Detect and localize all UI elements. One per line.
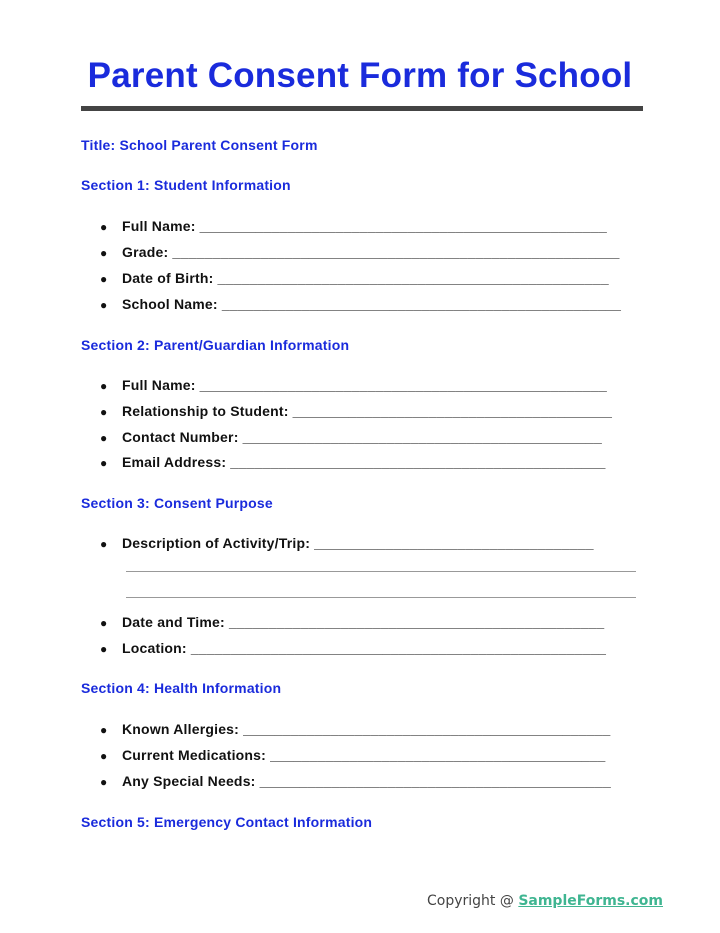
- description-line[interactable]: [126, 597, 636, 598]
- title-divider: [81, 106, 643, 111]
- list-item: [100, 747, 606, 763]
- bullet-icon: ●: [100, 642, 108, 656]
- list-item: [100, 535, 594, 551]
- field-contact-number[interactable]: Contact Number: _____________________________________________: [122, 429, 603, 445]
- list-item: [100, 640, 606, 656]
- bullet-icon: ●: [100, 537, 108, 551]
- field-location[interactable]: Location: ____________________________________________________: [122, 640, 607, 656]
- field-grade[interactable]: Grade: ________________________________________________________: [122, 244, 620, 260]
- page-title: Parent Consent Form for School: [87, 56, 633, 95]
- sampleforms-link[interactable]: SampleForms.com: [518, 893, 664, 909]
- list-item: [100, 403, 612, 419]
- form-title: Title: School Parent Consent Form: [81, 137, 318, 153]
- bullet-icon: ●: [100, 272, 108, 286]
- bullet-icon: ●: [100, 379, 108, 393]
- bullet-icon: ●: [100, 723, 108, 737]
- bullet-icon: ●: [100, 431, 108, 445]
- field-relationship[interactable]: Relationship to Student: ________________________________________: [122, 403, 613, 419]
- bullet-icon: ●: [100, 405, 108, 419]
- bullet-icon: ●: [100, 298, 108, 312]
- list-item: [100, 721, 610, 737]
- section-1-heading: Section 1: Student Information: [81, 177, 291, 193]
- list-item: [100, 296, 621, 312]
- field-activity-description[interactable]: Description of Activity/Trip: ___________________________________: [122, 535, 594, 551]
- field-current-medications[interactable]: Current Medications: __________________________________________: [122, 747, 606, 763]
- section-2-heading: Section 2: Parent/Guardian Information: [81, 337, 350, 353]
- field-date-of-birth[interactable]: Date of Birth: _________________________________________________: [122, 270, 609, 286]
- bullet-icon: ●: [100, 456, 108, 470]
- list-item: [100, 270, 609, 286]
- field-date-and-time[interactable]: Date and Time: _______________________________________________: [122, 614, 605, 630]
- copyright-prefix: Copyright @: [427, 893, 519, 909]
- list-item: [100, 454, 606, 470]
- list-item: [100, 773, 611, 789]
- field-school-name[interactable]: School Name: __________________________________________________: [122, 296, 622, 312]
- section-3-heading: Section 3: Consent Purpose: [81, 495, 273, 511]
- field-special-needs[interactable]: Any Special Needs: ____________________________________________: [122, 773, 612, 789]
- bullet-icon: ●: [100, 775, 108, 789]
- list-item: [100, 218, 607, 234]
- field-email-address[interactable]: Email Address: _______________________________________________: [122, 454, 606, 470]
- field-parent-full-name[interactable]: Full Name: ___________________________________________________: [122, 377, 607, 393]
- bullet-icon: ●: [100, 246, 108, 260]
- bullet-icon: ●: [100, 749, 108, 763]
- section-4-heading: Section 4: Health Information: [81, 680, 282, 696]
- list-item: [100, 614, 604, 630]
- list-item: [100, 429, 602, 445]
- bullet-icon: ●: [100, 616, 108, 630]
- list-item: [100, 244, 620, 260]
- list-item: [100, 377, 607, 393]
- description-line[interactable]: [126, 571, 636, 572]
- field-known-allergies[interactable]: Known Allergies: ______________________________________________: [122, 721, 611, 737]
- field-full-name[interactable]: Full Name: ___________________________________________________: [122, 218, 607, 234]
- bullet-icon: ●: [100, 220, 108, 234]
- section-5-heading: Section 5: Emergency Contact Information: [81, 814, 373, 830]
- copyright-footer: [427, 893, 663, 909]
